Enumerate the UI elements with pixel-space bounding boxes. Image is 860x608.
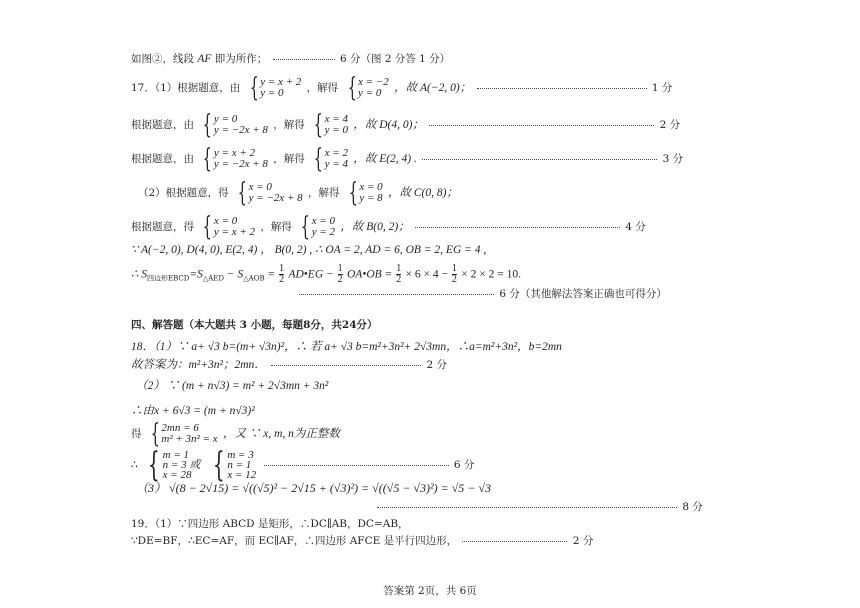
score: 2 分 [426, 359, 447, 371]
eq-row: 2mn = 6 [161, 422, 199, 434]
eq-row: x = 0 [213, 215, 238, 227]
line-fig2 [131, 52, 450, 66]
result: ，故 D(4, 0)； [353, 119, 424, 131]
dotted-leader [264, 465, 449, 466]
equation-system [234, 180, 303, 206]
text: ∵DE=BF，∴EC=AF，而 EC∥AF，∴四边形 AFCE 是平行四边形， [131, 535, 458, 547]
eq-row: y = x + 2 [213, 147, 256, 159]
line-q18-7: （3） √(8 − 2√15) = √((√5)² − 2√15 + (√3)²) = √((√5 − √3)²) = √5 − √3 [136, 481, 491, 495]
text: 根据题意，由 [131, 153, 194, 165]
text: =S [189, 268, 203, 281]
line-e [131, 146, 683, 172]
text: 如图②，线段 [131, 53, 194, 65]
brace: { [203, 212, 213, 242]
eq-row: y = 4 [324, 158, 348, 170]
subscript: △AOB [243, 274, 265, 283]
eq-row: y = 0 [213, 113, 238, 125]
dotted-leader [429, 125, 654, 126]
fraction-half: $\frac{1}{2}$ [337, 263, 343, 285]
eq-row: y = x + 2 [260, 76, 302, 88]
score: 3 分 [662, 153, 684, 165]
brace: { [313, 144, 323, 174]
text: ，解得 [273, 119, 305, 131]
line-q18-6 [131, 445, 475, 485]
text: 即为所作； [214, 53, 268, 65]
brace: { [348, 178, 358, 208]
line-q19-2 [131, 534, 593, 548]
eq-row: y = −2x + 8 [213, 158, 268, 170]
question-label: 17．（1）根据题意，由 [131, 82, 241, 94]
fraction-half: $\frac{1}{2}$ [279, 263, 285, 285]
solution-system [310, 146, 348, 172]
dotted-leader [271, 365, 421, 366]
text: ∴ [131, 459, 138, 471]
text: AD•EG − [288, 268, 337, 281]
line-b [131, 214, 646, 240]
solution-system [208, 445, 257, 485]
section-heading: 四、解答题（本大题共 3 小题，每题8分，共24分） [131, 319, 378, 331]
text: ，解得 [306, 82, 339, 94]
dotted-leader [477, 88, 647, 89]
line-score-6 [297, 287, 667, 301]
solution-system [345, 180, 383, 206]
brace: { [203, 110, 213, 140]
text: × 2 × 2 = 10. [461, 268, 521, 281]
brace: { [150, 419, 160, 449]
dotted-leader [462, 541, 567, 542]
brace: { [237, 178, 247, 208]
score: 2 分 [659, 119, 681, 131]
text: − S [224, 268, 244, 281]
result: ，故 A(−2, 0)； [394, 82, 472, 94]
brace: { [313, 110, 323, 140]
text: ，解得 [307, 187, 340, 199]
page-footer: 答案第 2页，共 6页 [383, 585, 477, 597]
result: ，故 C(0, 8)； [388, 187, 458, 199]
brace: { [300, 212, 311, 242]
line-q19-1: 19．（1）∵四边形 ABCD 是矩形，∴DC∥AB，DC=AB， [131, 518, 409, 530]
line-q18-2 [131, 358, 447, 372]
eq-row: x = 2 [324, 147, 348, 159]
score: 8 分 [682, 501, 703, 513]
eq-row: x = 0 [359, 181, 383, 193]
eq-row: y = −2x + 8 [213, 124, 268, 136]
equation-system [246, 75, 302, 101]
text: ∴ S [131, 268, 147, 281]
eq-row: y = −2x + 8 [248, 192, 303, 204]
equation-system [199, 112, 268, 138]
dotted-leader [422, 159, 657, 160]
solution-system [344, 75, 389, 101]
line-because: ∵ A(−2, 0), D(4, 0), E(2, 4) ， B(0, 2) , ∴ OA = 2, AD = 6, OB = 2, EG = 4 , [131, 244, 487, 256]
line-q18-5 [131, 421, 340, 447]
brace: { [147, 445, 160, 485]
score: 6 分（其他解法答案正确也可得分） [499, 288, 667, 300]
line-c [138, 180, 458, 206]
text: ，又 ∵ x, m, n为正整数 [223, 428, 340, 440]
text: 根据题意，由 [131, 119, 194, 131]
eq-row: y = 8 [359, 192, 383, 204]
brace: { [249, 73, 259, 103]
text: ，解得 [260, 221, 292, 233]
text: （2）根据题意，得 [138, 187, 229, 199]
eq-row: x = 0 [248, 181, 272, 193]
solution-system [143, 445, 201, 485]
line-q18-1: 18．（1）∵ a+ √3 b=(m+ √3n)²，∴ 若 a+ √3 b=m²+3n²+ 2√3mn，∴a=m²+3n²，b=2mn [131, 341, 562, 353]
line-q18-8 [375, 500, 703, 514]
line-q18-4: ∴由x + 6√3 = (m + n√3)² [131, 405, 255, 417]
text: = [264, 268, 279, 281]
score: 6 分 [453, 459, 475, 471]
eq-row: n = 3 或 [162, 459, 201, 471]
eq-row: x = 28 [162, 469, 192, 481]
solution-system [297, 214, 335, 240]
brace: { [203, 144, 213, 174]
eq-row: y = 0 [260, 87, 284, 99]
text: OA•OB = [347, 268, 396, 281]
subscript: △AED [202, 274, 224, 283]
fraction-half: $\frac{1}{2}$ [396, 263, 402, 285]
line-area [131, 264, 521, 286]
eq-row: y = 2 [311, 226, 336, 238]
dotted-leader [299, 294, 494, 295]
eq-row: x = 4 [324, 113, 348, 125]
eq-row: m² + 3n² = x [161, 433, 218, 445]
result: ，故 B(0, 2)； [340, 221, 410, 233]
text: 得 [131, 428, 142, 440]
text: 根据题意，得 [131, 221, 194, 233]
eq-row: x = −2 [358, 76, 389, 88]
equation-system [147, 421, 218, 447]
eq-row: x = 12 [227, 469, 257, 481]
eq-row: y = x + 2 [213, 226, 256, 238]
equation-system [199, 214, 255, 240]
eq-row: m = 1 [162, 449, 190, 461]
math-af: AF [197, 53, 212, 65]
score: 2 分 [572, 535, 594, 547]
score: 6 分（图 2 分答 1 分） [339, 53, 451, 65]
equation-system [199, 146, 268, 172]
solution-system [310, 112, 348, 138]
dotted-leader [273, 59, 335, 60]
eq-row: x = 0 [311, 215, 336, 227]
eq-row: m = 3 [227, 449, 254, 461]
text: 故答案为：m²+3n²；2mn． [131, 359, 266, 371]
text: ，解得 [273, 153, 305, 165]
score: 4 分 [625, 221, 646, 233]
dotted-leader [415, 227, 620, 228]
line-d [131, 112, 680, 138]
brace: { [212, 445, 225, 485]
dotted-leader [377, 507, 677, 508]
subscript: 四边形EBCD [146, 274, 190, 283]
result: ，故 E(2, 4) . [353, 153, 417, 165]
text: × 6 × 4 − [405, 268, 451, 281]
eq-row: y = 0 [358, 87, 382, 99]
score: 1 分 [651, 82, 673, 94]
line-q18-3: （2） ∵ (m + n√3) = m² + 2√3mn + 3n² [136, 380, 329, 392]
brace: { [347, 73, 357, 103]
line-q17-1 [131, 75, 672, 101]
eq-row: n = 1 [227, 459, 252, 471]
eq-row: y = 0 [324, 124, 348, 136]
fraction-half: $\frac{1}{2}$ [451, 263, 457, 285]
